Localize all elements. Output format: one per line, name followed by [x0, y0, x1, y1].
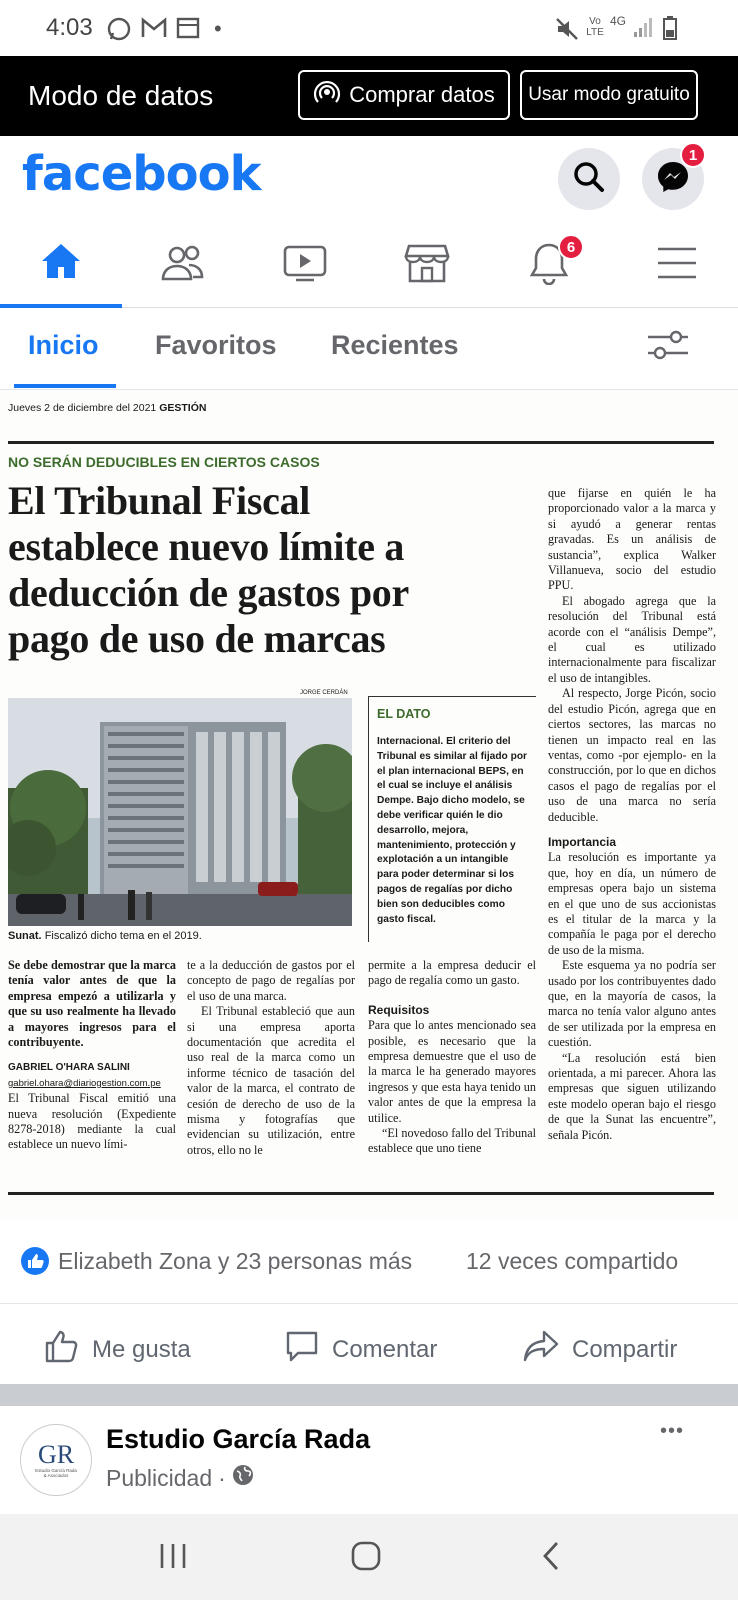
search-icon [572, 160, 606, 199]
col4-p1: que fijarse en quién le ha proporcionado valor a la marca y si ayudó a generar rentas gravadas. Es un análisis de sustancia”, explica Walker Villanueva, socio del estudio PPU. [548, 486, 716, 593]
col1-body: El Tribunal Fiscal emitió una nueva resolución (Expediente 8278-2018) mediante la cual establece un nuevo lími- [8, 1091, 176, 1152]
separator-dot: · [218, 1464, 226, 1491]
hotspot-icon [313, 78, 341, 112]
sponsored-post-header [0, 1406, 738, 1514]
nav-friends[interactable] [122, 222, 244, 308]
share-icon [522, 1328, 560, 1371]
nav-menu[interactable] [616, 222, 738, 308]
photo-caption [8, 930, 202, 942]
home-icon [39, 241, 83, 286]
likes-count[interactable]: Elizabeth Zona y 23 personas más [58, 1248, 413, 1274]
recent-apps-icon[interactable] [158, 1542, 188, 1575]
nav-marketplace[interactable] [366, 222, 488, 308]
col3-heading: Requisitos [368, 1002, 430, 1017]
col2-p1: te a la deducción de gastos por el concepto de pago de regalías por el uso de una marca. [187, 958, 355, 1003]
sponsored-label[interactable]: Publicidad [106, 1464, 213, 1491]
col4-p4: La resolución es importante ya que, hoy en día, un número de empresas opera bajo un sistema en el que uno de sus accionistas es el titular de la marca y la compañía le paga por el derecho de uso de la misma. [548, 850, 716, 957]
volte-label: Vo LTE [586, 16, 604, 38]
comment-icon [284, 1328, 320, 1371]
photo-credit: JORGE CERDÁN [300, 690, 348, 696]
like-button[interactable] [44, 1328, 191, 1371]
facebook-header [0, 136, 738, 222]
avatar-logo-sub: Estudio García Rada & Asociados [35, 1468, 77, 1478]
comment-button[interactable] [284, 1328, 437, 1371]
sponsored-line [106, 1464, 254, 1492]
friends-icon [159, 243, 207, 288]
messenger-button[interactable] [642, 148, 704, 210]
filter-icon[interactable] [646, 326, 690, 369]
calendar-icon [176, 16, 200, 46]
marketplace-icon [404, 242, 450, 289]
share-button[interactable] [522, 1328, 677, 1371]
buy-data-label: Comprar datos [349, 82, 495, 107]
el-dato-box [368, 696, 536, 942]
col2-p2: El Tribunal estableció que aun si una empresa aporta documentación que acredita el uso real de la marca como un informe técnico de tasación del valor de la marca, el contrato de cesión de derecho de uso de la misma y fotografías que evidencian su utilización, entre otros, ello no le [187, 1004, 355, 1157]
battery-icon [662, 16, 678, 46]
facebook-logo[interactable]: facebook [22, 146, 261, 202]
feed-separator [0, 1384, 738, 1406]
search-button[interactable] [558, 148, 620, 210]
paper-name: GESTIÓN [159, 402, 207, 414]
post-actions [0, 1304, 738, 1384]
signal-icon [632, 16, 654, 44]
headline-line-2: establece nuevo límite a [8, 524, 405, 569]
nav-notifications[interactable] [488, 222, 610, 308]
notifications-badge: 6 [558, 234, 584, 260]
column-2 [187, 958, 355, 1158]
buy-data-button[interactable] [298, 70, 510, 120]
active-tab-indicator [14, 384, 116, 388]
column-3 [368, 958, 536, 1157]
share-label: Compartir [572, 1335, 678, 1363]
like-reaction-icon [20, 1246, 50, 1281]
system-nav-bar [0, 1514, 738, 1600]
dateline [8, 402, 206, 414]
building-photo [8, 698, 352, 926]
gmail-icon [140, 16, 168, 46]
el-dato-text: Internacional. El criterio del Tribunal es similar al fijado por el plan internacional BEPS, en el cual se incluye el análisis Dempe. Bajo dicho modelo, se debe verificar quién le dio desarrollo, mejora, mantenimiento, protección y explotación a un intangible para poder determinar si los pagos de regalías por dicho bien son deducibles como gasto fiscal. [377, 736, 528, 925]
avatar-logo-text: GR [37, 1440, 75, 1469]
mute-icon [554, 16, 580, 48]
kicker: NO SERÁN DEDUCIBLES EN CIERTOS CASOS [8, 454, 320, 470]
dateline-date: Jueves 2 de diciembre del 2021 [8, 402, 157, 414]
lead-paragraph: Se debe demostrar que la marca tenía valor antes de que la empresa empezó a utilizarla y que su uso realmente ha llevado a mayores ingresos para el contribuyente. [8, 958, 176, 1050]
author-name: GABRIEL O'HARA SALINI [8, 1062, 130, 1074]
column-4 [548, 486, 716, 1143]
shares-count[interactable]: 12 veces compartido [466, 1248, 679, 1274]
col4-p6: “La resolución está bien orientada, a mi parecer. Ahora las empresas que siguen utilizando este modelo operan bajo el riesgo de que la Sunat las encuentre”, señala Picón. [548, 1050, 716, 1142]
col4-p5: Este esquema ya no podría ser usado por los contribuyentes dado que, en la mayoría de casos, la marca no tenía valor alguno antes de ser utilizada por la empresa en cuestión. [548, 958, 716, 1050]
tab-favoritos[interactable]: Favoritos [155, 330, 277, 360]
post-image-newspaper[interactable] [0, 390, 738, 1220]
status-bar [0, 0, 738, 56]
bottom-rule [8, 1192, 714, 1195]
watch-icon [282, 243, 328, 288]
home-system-icon[interactable] [350, 1540, 382, 1577]
col4-heading: Importancia [548, 834, 617, 849]
tab-recientes[interactable]: Recientes [331, 330, 459, 360]
menu-icon [656, 246, 698, 285]
col4-p2: El abogado agrega que la resolución del Tribunal está acorde con el “análisis Dempe”, el cual es utilizado internacionalmente para fiscalizar el uso de intangibles. [548, 593, 716, 685]
back-icon[interactable] [540, 1540, 562, 1577]
comment-label: Comentar [332, 1335, 438, 1363]
headline-line-4: pago de uso de marcas [8, 616, 386, 661]
free-mode-button[interactable] [520, 70, 698, 120]
nav-watch[interactable] [244, 222, 366, 308]
top-rule [8, 441, 714, 444]
headline-line-3: deducción de gastos por [8, 570, 409, 615]
el-dato-title: EL DATO [377, 707, 431, 721]
status-time: 4:03 [46, 14, 93, 41]
caption-text: Fiscalizó dicho tema en el 2019. [44, 930, 202, 942]
author-email: gabriel.ohara@diariogestion.com.pe [8, 1077, 161, 1089]
headline-line-1: El Tribunal Fiscal [8, 478, 311, 523]
col3-p1: permite a la empresa deducir el pago de regalía como un gasto. [368, 958, 536, 988]
free-mode-label: Usar modo gratuito [528, 84, 690, 105]
feed-tabs [0, 308, 738, 390]
headline [8, 478, 548, 662]
main-nav [0, 222, 738, 308]
advertiser-name[interactable]: Estudio García Rada [106, 1424, 371, 1454]
globe-icon [232, 1464, 254, 1492]
col3-p3: “El novedoso fallo del Tribunal establece que uno tiene [368, 1126, 536, 1156]
messenger-badge: 1 [680, 142, 706, 168]
network-4g-label: 4G [610, 14, 627, 28]
nav-home[interactable] [0, 222, 122, 308]
tab-inicio[interactable]: Inicio [28, 330, 99, 360]
col3-p2: Para que lo antes mencionado sea posible, es necesario que la empresa demuestre que el uso de la marca le ha generado mayores ingresos y que esta haya tenido un valor antes de que la empresa la utilice. [368, 1018, 536, 1125]
data-mode-label: Modo de datos [28, 80, 214, 111]
more-options-icon[interactable]: ••• [660, 1420, 685, 1442]
reactions-bar [0, 1222, 738, 1304]
dot-icon: • [214, 16, 222, 41]
advertiser-avatar[interactable] [20, 1424, 92, 1496]
like-label: Me gusta [92, 1335, 191, 1363]
col4-p3: Al respecto, Jorge Picón, socio del estudio Picón, agrega que en ciertos sectores, las marcas no tienen un impacto real en las ventas, como -por ejemplo- en la construcción, por lo que en dichos casos el pago de regalías por el uso de una marca no sería deducible. [548, 686, 716, 824]
thumbs-up-icon [44, 1328, 80, 1371]
caption-bold: Sunat. [8, 930, 42, 942]
column-1 [8, 958, 176, 1153]
whatsapp-icon [106, 16, 132, 48]
data-mode-bar [0, 56, 738, 136]
